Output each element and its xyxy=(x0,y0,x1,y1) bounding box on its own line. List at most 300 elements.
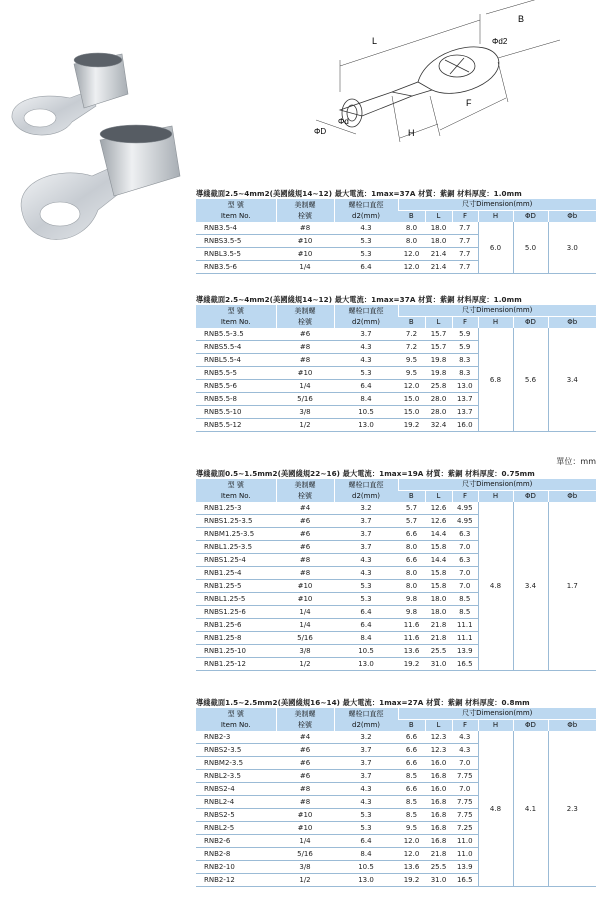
table-cell: 21.8 xyxy=(425,632,452,645)
table-cell: 18.0 xyxy=(425,606,452,619)
table-cell: 16.0 xyxy=(425,783,452,796)
table-cell: RNB2-6 xyxy=(196,835,276,848)
table-cell: 8.5 xyxy=(398,770,425,783)
col-d2-header xyxy=(334,199,398,222)
header-line: Item No. xyxy=(220,211,251,220)
table-cell: RNBM1.25-3.5 xyxy=(196,528,276,541)
table-cell: 13.6 xyxy=(398,861,425,874)
table-cell: 5.7 xyxy=(398,502,425,515)
merged-b: 3.4 xyxy=(548,328,596,432)
table-cell: 1/2 xyxy=(276,419,334,432)
table-cell: 12.6 xyxy=(425,502,452,515)
table-cell: 13.0 xyxy=(334,419,398,432)
table-cell: RNB2-3 xyxy=(196,731,276,744)
table-cell: 8.3 xyxy=(452,354,478,367)
col-d2-header xyxy=(334,708,398,731)
table-cell: 31.0 xyxy=(425,658,452,671)
table-cell: 5.3 xyxy=(334,593,398,606)
table-cell: 7.25 xyxy=(452,822,478,835)
table-heading: 導綫截面2.5~4mm2(美國綫規14~12) 最大電流：1max=37A 材質：紫銅 材料厚度：1.0mm xyxy=(196,295,522,304)
table-cell: 1/4 xyxy=(276,619,334,632)
table-cell: 25.8 xyxy=(425,380,452,393)
table-cell: 11.1 xyxy=(452,632,478,645)
table-cell: 18.0 xyxy=(425,235,452,248)
table-cell: 10.5 xyxy=(334,645,398,658)
table-cell: 3.7 xyxy=(334,757,398,770)
table-cell: RNB1.25-3 xyxy=(196,502,276,515)
merged-H: 6.0 xyxy=(478,222,513,274)
col-item-header xyxy=(196,479,276,502)
table-cell: RNB1.25-5 xyxy=(196,580,276,593)
table-cell: #8 xyxy=(276,222,334,235)
table-cell: RNB5.5-3.5 xyxy=(196,328,276,341)
table-cell: 3.7 xyxy=(334,528,398,541)
header-line: Item No. xyxy=(220,720,251,729)
table-heading: 導綫截面0.5~1.5mm2(美國綫規22~16) 最大電流：1max=19A 材質：紫銅 材料厚度：0.75mm xyxy=(196,469,535,478)
table-cell: 28.0 xyxy=(425,406,452,419)
header-line: 栓號 xyxy=(298,491,312,500)
table-cell: 7.7 xyxy=(452,222,478,235)
table-cell: 3/8 xyxy=(276,645,334,658)
col-screw-header xyxy=(276,708,334,731)
table-cell: 16.8 xyxy=(425,835,452,848)
table-cell: #4 xyxy=(276,731,334,744)
header-line: 螺栓口直徑 xyxy=(348,709,384,718)
spec-table xyxy=(196,708,596,887)
table-cell: 6.4 xyxy=(334,619,398,632)
col-item-header xyxy=(196,305,276,328)
col-item-header xyxy=(196,199,276,222)
table-cell: RNB5.5-8 xyxy=(196,393,276,406)
label-B: B xyxy=(518,14,525,24)
table-cell: #10 xyxy=(276,580,334,593)
table-cell: RNB3.5-6 xyxy=(196,261,276,274)
table-cell: 18.0 xyxy=(425,593,452,606)
table-cell: 12.6 xyxy=(425,515,452,528)
sub-header-D: ΦD xyxy=(513,720,548,732)
sub-header-b: Φb xyxy=(548,491,596,503)
table-cell: #6 xyxy=(276,744,334,757)
dimension-header: 尺寸Dimension(mm) xyxy=(398,479,596,491)
table-cell: 1/4 xyxy=(276,606,334,619)
merged-D: 5.6 xyxy=(513,328,548,432)
label-H: H xyxy=(408,128,415,138)
table-cell: 14.4 xyxy=(425,554,452,567)
table-cell: 1/4 xyxy=(276,380,334,393)
table-cell: 9.8 xyxy=(398,606,425,619)
sub-header-L: L xyxy=(425,211,452,223)
spec-block-2 xyxy=(196,294,596,432)
header-line: 螺栓口直徑 xyxy=(348,200,384,209)
spec-block-3 xyxy=(196,468,596,671)
table-cell: RNBL1.25-3.5 xyxy=(196,541,276,554)
spec-table xyxy=(196,199,596,274)
table-cell: 4.3 xyxy=(334,341,398,354)
table-heading: 導綫截面1.5~2.5mm2(美國綫規16~14) 最大電流：1max=27A 材質：紫銅 材料厚度：0.8mm xyxy=(196,698,530,707)
table-cell: 3.7 xyxy=(334,770,398,783)
header-line: 美制螺 xyxy=(294,480,316,489)
table-cell: 1/4 xyxy=(276,835,334,848)
table-cell: 3.7 xyxy=(334,744,398,757)
table-cell: 28.0 xyxy=(425,393,452,406)
table-row xyxy=(196,222,596,235)
header-line: d2(mm) xyxy=(352,491,380,500)
table-cell: RNB2-10 xyxy=(196,861,276,874)
table-cell: 6.4 xyxy=(334,380,398,393)
merged-b: 2.3 xyxy=(548,731,596,887)
table-cell: RNBL5.5-4 xyxy=(196,354,276,367)
header-line: 螺栓口直徑 xyxy=(348,480,384,489)
table-cell: 6.3 xyxy=(452,528,478,541)
table-cell: 4.3 xyxy=(334,554,398,567)
table-cell: 15.0 xyxy=(398,406,425,419)
table-cell: RNBS2-3.5 xyxy=(196,744,276,757)
table-cell: #10 xyxy=(276,593,334,606)
table-cell: 21.4 xyxy=(425,248,452,261)
table-cell: RNB5.5-10 xyxy=(196,406,276,419)
table-cell: RNB2-8 xyxy=(196,848,276,861)
table-cell: 3/8 xyxy=(276,861,334,874)
sub-header-b: Φb xyxy=(548,720,596,732)
label-d: Φd xyxy=(338,117,349,126)
table-cell: 3.7 xyxy=(334,541,398,554)
header-line: 螺栓口直徑 xyxy=(348,306,384,315)
table-cell: 7.7 xyxy=(452,261,478,274)
col-screw-header xyxy=(276,479,334,502)
table-cell: 3.2 xyxy=(334,731,398,744)
merged-H: 6.8 xyxy=(478,328,513,432)
table-cell: #4 xyxy=(276,502,334,515)
table-cell: 18.0 xyxy=(425,222,452,235)
table-cell: RNBL3.5-5 xyxy=(196,248,276,261)
table-cell: #8 xyxy=(276,567,334,580)
table-cell: 16.8 xyxy=(425,796,452,809)
sub-header-H: H xyxy=(478,317,513,329)
table-cell: 11.6 xyxy=(398,632,425,645)
sub-header-L: L xyxy=(425,720,452,732)
table-cell: 7.0 xyxy=(452,567,478,580)
table-cell: 7.7 xyxy=(452,248,478,261)
table-cell: 15.7 xyxy=(425,328,452,341)
unit-label: 單位：mm xyxy=(556,457,596,466)
merged-D: 4.1 xyxy=(513,731,548,887)
col-d2-header xyxy=(334,479,398,502)
table-cell: 8.0 xyxy=(398,567,425,580)
table-cell: 3.2 xyxy=(334,502,398,515)
table-cell: 32.4 xyxy=(425,419,452,432)
table-cell: 5.3 xyxy=(334,809,398,822)
table-cell: 10.5 xyxy=(334,861,398,874)
table-cell: 14.4 xyxy=(425,528,452,541)
table-cell: 7.75 xyxy=(452,809,478,822)
table-cell: 13.0 xyxy=(334,658,398,671)
table-cell: 5.3 xyxy=(334,248,398,261)
table-cell: RNB1.25-10 xyxy=(196,645,276,658)
table-cell: RNBL2-5 xyxy=(196,822,276,835)
table-cell: #6 xyxy=(276,541,334,554)
hero-section xyxy=(0,0,603,185)
header-line: d2(mm) xyxy=(352,317,380,326)
table-cell: 8.0 xyxy=(398,580,425,593)
table-cell: RNB5.5-12 xyxy=(196,419,276,432)
table-cell: RNB1.25-8 xyxy=(196,632,276,645)
table-cell: 8.0 xyxy=(398,222,425,235)
table-cell: 19.2 xyxy=(398,658,425,671)
table-cell: 7.2 xyxy=(398,341,425,354)
table-cell: 5/16 xyxy=(276,393,334,406)
merged-b: 3.0 xyxy=(548,222,596,274)
table-cell: 21.4 xyxy=(425,261,452,274)
sub-header-H: H xyxy=(478,491,513,503)
col-item-header xyxy=(196,708,276,731)
sub-header-H: H xyxy=(478,720,513,732)
merged-H: 4.8 xyxy=(478,502,513,671)
sub-header-b: Φb xyxy=(548,211,596,223)
table-row xyxy=(196,731,596,744)
table-cell: RNB5.5-6 xyxy=(196,380,276,393)
header-line: 栓號 xyxy=(298,720,312,729)
table-heading: 導綫截面2.5~4mm2(美國綫規14~12) 最大電流：1max=37A 材質：紫銅 材料厚度：1.0mm xyxy=(196,189,522,198)
table-cell: 13.0 xyxy=(334,874,398,887)
sub-header-H: H xyxy=(478,211,513,223)
sub-header-F: F xyxy=(452,491,478,503)
header-line: 型 號 xyxy=(227,709,244,718)
sub-header-F: F xyxy=(452,720,478,732)
header-line: 型 號 xyxy=(227,480,244,489)
sub-header-D: ΦD xyxy=(513,211,548,223)
table-cell: 12.0 xyxy=(398,835,425,848)
table-cell: #8 xyxy=(276,796,334,809)
table-cell: 9.5 xyxy=(398,354,425,367)
table-cell: 19.8 xyxy=(425,354,452,367)
table-cell: 9.5 xyxy=(398,822,425,835)
sub-header-F: F xyxy=(452,317,478,329)
table-cell: 3.7 xyxy=(334,515,398,528)
table-cell: 16.5 xyxy=(452,658,478,671)
header-line: d2(mm) xyxy=(352,211,380,220)
table-cell: 7.75 xyxy=(452,770,478,783)
table-cell: RNB5.5-5 xyxy=(196,367,276,380)
table-cell: 8.5 xyxy=(452,606,478,619)
table-cell: 6.6 xyxy=(398,744,425,757)
table-cell: 6.6 xyxy=(398,783,425,796)
table-cell: RNBS1.25-4 xyxy=(196,554,276,567)
table-cell: 11.0 xyxy=(452,835,478,848)
sub-header-B: B xyxy=(398,491,425,503)
table-cell: 7.0 xyxy=(452,580,478,593)
table-cell: 8.4 xyxy=(334,848,398,861)
table-cell: 4.3 xyxy=(334,354,398,367)
product-photo xyxy=(0,40,190,265)
table-cell: 7.7 xyxy=(452,235,478,248)
table-cell: 5/16 xyxy=(276,632,334,645)
table-cell: 4.3 xyxy=(452,744,478,757)
label-D: ΦD xyxy=(314,127,327,136)
table-cell: 13.7 xyxy=(452,406,478,419)
table-cell: RNB1.25-4 xyxy=(196,567,276,580)
table-cell: 15.8 xyxy=(425,541,452,554)
header-line: 美制螺 xyxy=(294,306,316,315)
table-cell: RNBS5.5-4 xyxy=(196,341,276,354)
table-cell: 10.5 xyxy=(334,406,398,419)
col-d2-header xyxy=(334,305,398,328)
table-cell: 15.8 xyxy=(425,567,452,580)
table-cell: 6.3 xyxy=(452,554,478,567)
table-cell: 11.0 xyxy=(452,848,478,861)
table-cell: 4.3 xyxy=(334,567,398,580)
table-cell: RNBL2-4 xyxy=(196,796,276,809)
table-cell: 8.5 xyxy=(398,796,425,809)
table-cell: #10 xyxy=(276,367,334,380)
table-cell: 6.4 xyxy=(334,606,398,619)
header-line: 型 號 xyxy=(227,306,244,315)
table-cell: 7.2 xyxy=(398,328,425,341)
table-cell: 16.8 xyxy=(425,809,452,822)
table-cell: RNBL1.25-5 xyxy=(196,593,276,606)
table-cell: 8.0 xyxy=(398,541,425,554)
table-cell: #10 xyxy=(276,248,334,261)
dimension-header: 尺寸Dimension(mm) xyxy=(398,199,596,211)
merged-H: 4.8 xyxy=(478,731,513,887)
table-cell: 19.2 xyxy=(398,419,425,432)
table-cell: 13.0 xyxy=(452,380,478,393)
table-cell: 1/4 xyxy=(276,261,334,274)
table-cell: 21.8 xyxy=(425,848,452,861)
dimension-drawing xyxy=(300,0,600,185)
sub-header-D: ΦD xyxy=(513,317,548,329)
table-cell: 5.7 xyxy=(398,515,425,528)
sub-header-b: Φb xyxy=(548,317,596,329)
table-cell: 8.5 xyxy=(398,809,425,822)
col-screw-header xyxy=(276,305,334,328)
spec-block-4 xyxy=(196,697,596,887)
table-cell: 12.3 xyxy=(425,731,452,744)
table-cell: 5.3 xyxy=(334,367,398,380)
table-cell: 7.75 xyxy=(452,796,478,809)
table-cell: 16.5 xyxy=(452,874,478,887)
header-line: d2(mm) xyxy=(352,720,380,729)
table-cell: 13.6 xyxy=(398,645,425,658)
table-cell: 7.0 xyxy=(452,783,478,796)
table-cell: RNBS3.5-5 xyxy=(196,235,276,248)
table-cell: RNB1.25-6 xyxy=(196,619,276,632)
table-cell: 19.2 xyxy=(398,874,425,887)
table-cell: 12.0 xyxy=(398,261,425,274)
table-cell: 16.8 xyxy=(425,770,452,783)
merged-D: 5.0 xyxy=(513,222,548,274)
table-cell: 15.8 xyxy=(425,580,452,593)
table-cell: #6 xyxy=(276,515,334,528)
table-cell: 6.6 xyxy=(398,731,425,744)
table-cell: 11.6 xyxy=(398,619,425,632)
table-cell: RNBL2-3.5 xyxy=(196,770,276,783)
table-cell: 1/2 xyxy=(276,658,334,671)
table-cell: 8.4 xyxy=(334,632,398,645)
sub-header-D: ΦD xyxy=(513,491,548,503)
table-cell: #8 xyxy=(276,354,334,367)
table-cell: 8.0 xyxy=(398,235,425,248)
table-cell: 6.4 xyxy=(334,261,398,274)
dimension-header: 尺寸Dimension(mm) xyxy=(398,305,596,317)
header-line: Item No. xyxy=(220,491,251,500)
table-cell: 12.3 xyxy=(425,744,452,757)
table-cell: 4.3 xyxy=(334,783,398,796)
table-cell: 4.3 xyxy=(452,731,478,744)
table-cell: 4.95 xyxy=(452,515,478,528)
table-cell: 4.3 xyxy=(334,222,398,235)
table-cell: RNBS1.25-6 xyxy=(196,606,276,619)
sub-header-B: B xyxy=(398,720,425,732)
table-cell: RNBS2-5 xyxy=(196,809,276,822)
table-row xyxy=(196,328,596,341)
table-cell: 16.0 xyxy=(452,419,478,432)
table-cell: 5/16 xyxy=(276,848,334,861)
table-cell: 8.3 xyxy=(452,367,478,380)
table-cell: 5.9 xyxy=(452,328,478,341)
table-cell: RNBS1.25-3.5 xyxy=(196,515,276,528)
table-cell: 8.4 xyxy=(334,393,398,406)
table-cell: 4.3 xyxy=(334,796,398,809)
table-cell: 6.6 xyxy=(398,757,425,770)
table-cell: 6.6 xyxy=(398,554,425,567)
sub-header-L: L xyxy=(425,491,452,503)
table-cell: 19.8 xyxy=(425,367,452,380)
label-F: F xyxy=(466,98,472,108)
merged-b: 1.7 xyxy=(548,502,596,671)
sub-header-L: L xyxy=(425,317,452,329)
table-cell: 1/2 xyxy=(276,874,334,887)
table-cell: RNBS2-4 xyxy=(196,783,276,796)
table-cell: 7.0 xyxy=(452,541,478,554)
table-cell: 12.0 xyxy=(398,848,425,861)
table-cell: 3.7 xyxy=(334,328,398,341)
table-cell: 12.0 xyxy=(398,380,425,393)
dimension-header: 尺寸Dimension(mm) xyxy=(398,708,596,720)
table-cell: 16.0 xyxy=(425,757,452,770)
table-cell: 5.9 xyxy=(452,341,478,354)
table-cell: #8 xyxy=(276,341,334,354)
table-cell: 9.5 xyxy=(398,367,425,380)
spec-table xyxy=(196,305,596,432)
label-d2: Φd2 xyxy=(492,37,508,46)
table-cell: 15.7 xyxy=(425,341,452,354)
table-cell: #6 xyxy=(276,328,334,341)
table-cell: 25.5 xyxy=(425,861,452,874)
table-cell: 16.8 xyxy=(425,822,452,835)
sub-header-B: B xyxy=(398,211,425,223)
table-cell: #10 xyxy=(276,809,334,822)
header-line: 美制螺 xyxy=(294,709,316,718)
table-cell: 5.3 xyxy=(334,235,398,248)
table-cell: RNB2-12 xyxy=(196,874,276,887)
table-cell: 25.5 xyxy=(425,645,452,658)
table-cell: #10 xyxy=(276,822,334,835)
table-cell: 5.3 xyxy=(334,822,398,835)
table-cell: 9.8 xyxy=(398,593,425,606)
spec-table xyxy=(196,479,596,671)
sub-header-F: F xyxy=(452,211,478,223)
table-cell: #6 xyxy=(276,770,334,783)
table-cell: #10 xyxy=(276,235,334,248)
table-cell: 5.3 xyxy=(334,580,398,593)
table-cell: 3/8 xyxy=(276,406,334,419)
table-cell: #8 xyxy=(276,783,334,796)
header-line: 栓號 xyxy=(298,317,312,326)
table-row xyxy=(196,502,596,515)
header-line: 美制螺 xyxy=(294,200,316,209)
header-line: 栓號 xyxy=(298,211,312,220)
table-cell: 31.0 xyxy=(425,874,452,887)
